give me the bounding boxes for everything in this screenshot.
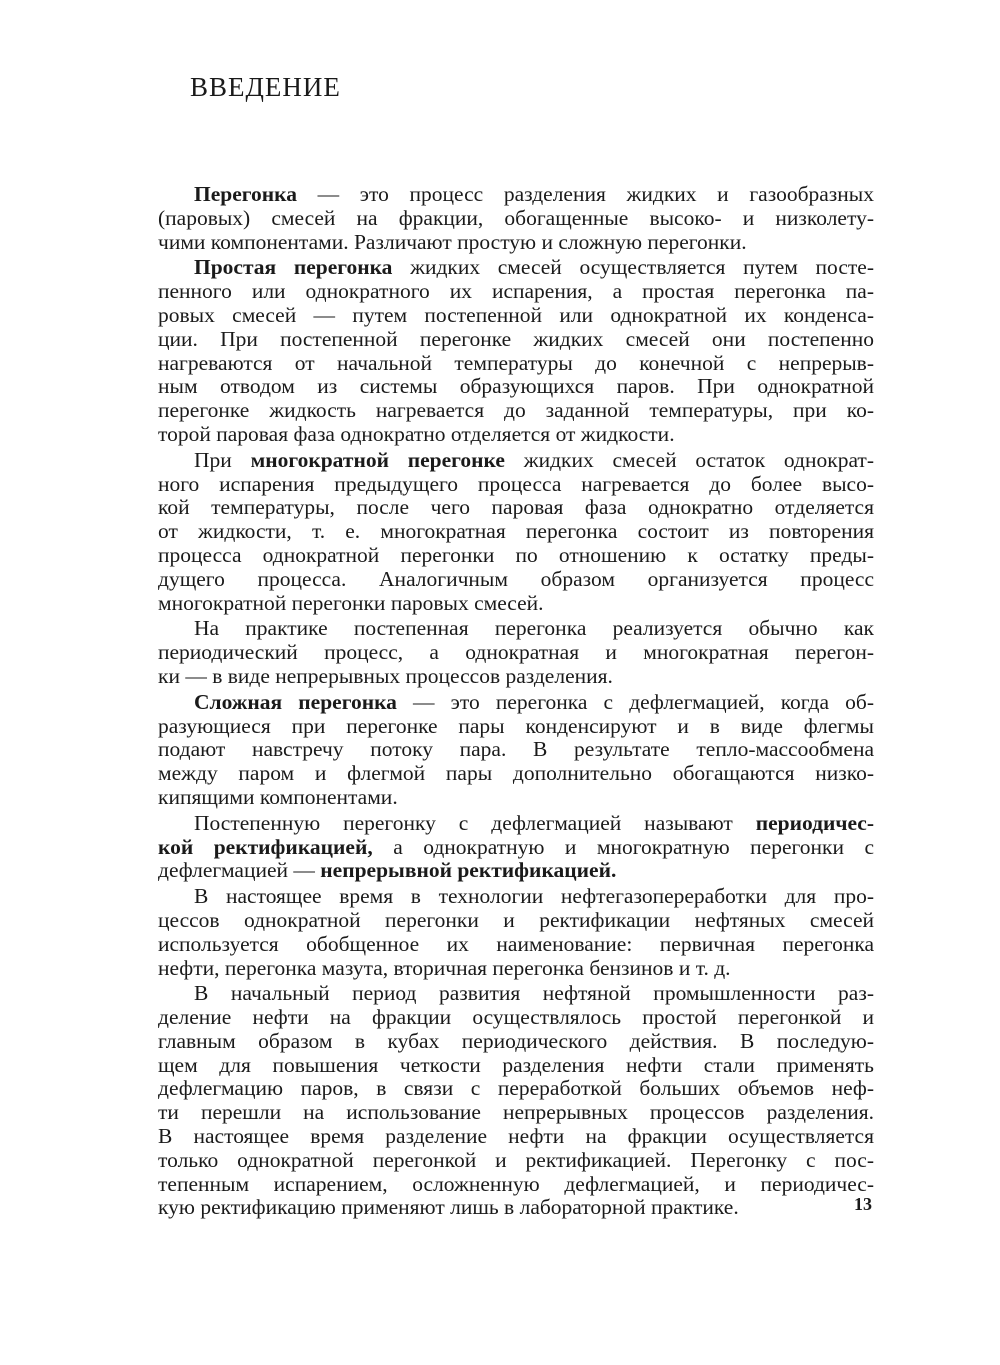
text-line	[158, 207, 874, 231]
text-line	[158, 520, 874, 544]
text-run: ки — в виде непрерывных процессов разделения.	[158, 664, 613, 688]
paragraph	[158, 982, 874, 1220]
text-run: В настоящее время в технологии нефтегазопереработки для про-	[194, 885, 874, 909]
text-run: ции. При постепенной перегонке жидких смесей они постепенно	[158, 327, 874, 351]
text-line	[158, 738, 874, 762]
text-line	[158, 909, 874, 933]
text-line	[158, 496, 874, 520]
text-line	[158, 1077, 874, 1101]
paragraph	[158, 449, 874, 616]
bold-term: Сложная перегонка	[194, 690, 397, 714]
text-run: жидких смесей осуществляется путем посте-	[392, 256, 874, 280]
bold-term: кой ректификацией,	[158, 835, 373, 859]
text-line	[158, 375, 874, 399]
paragraph	[158, 812, 874, 883]
paragraph	[158, 691, 874, 810]
text-line	[158, 473, 874, 497]
text-line	[158, 836, 874, 860]
text-run: подают навстречу потоку пара. В результате тепло-массообмена	[158, 738, 874, 762]
paragraph	[158, 256, 874, 446]
text-line	[158, 859, 874, 883]
text-run: ным отводом из системы образующихся паров. При однократной	[158, 375, 874, 399]
text-run: нефти, перегонка мазута, вторичная перегонка бензинов и т. д.	[158, 956, 731, 980]
text-run: используется обобщенное их наименование: первичная перегонка	[158, 932, 874, 956]
text-line	[158, 183, 874, 207]
text-line	[158, 1101, 874, 1125]
bold-term: периодичес-	[755, 811, 874, 835]
text-run: торой паровая фаза однократно отделяется от жидкости.	[158, 422, 675, 446]
text-run: жидких смесей остаток однократ-	[504, 448, 874, 472]
text-run: цессов однократной перегонки и ректификации нефтяных смесей	[158, 908, 874, 932]
text-run: дущего процесса. Аналогичным образом организуется процесс	[158, 567, 874, 591]
text-run: от жидкости, т. е. многократная перегонка состоит из повторения	[158, 520, 874, 544]
text-line	[158, 1006, 874, 1030]
text-line	[158, 933, 874, 957]
text-line	[158, 231, 874, 255]
text-line	[158, 1054, 874, 1078]
text-run: кой температуры, после чего паровая фаза однократно отделяется	[158, 496, 874, 520]
text-run: дефлегмацией —	[158, 859, 321, 883]
text-line	[158, 399, 874, 423]
bold-term: многократной перегонке	[250, 448, 505, 472]
body-text	[158, 183, 874, 1222]
bold-term: непрерывной ректификацией.	[320, 859, 617, 883]
text-run: ного испарения предыдущего процесса нагревается до более высо-	[158, 472, 874, 496]
text-run: При	[194, 448, 251, 472]
text-line	[158, 592, 874, 616]
text-run: ровых смесей — путем постепенной или однократной их конденса-	[158, 303, 874, 327]
text-run: щем для повышения четкости разделения нефти стали применять	[158, 1053, 874, 1077]
text-run: между паром и флегмой пары дополнительно обогащаются низко-	[158, 762, 874, 786]
text-line	[158, 304, 874, 328]
text-run: периодический процесс, а однократная и многократная перегон-	[158, 641, 874, 665]
page-number: 13	[854, 1194, 872, 1214]
text-run: В настоящее время разделение нефти на фракции осуществляется	[158, 1125, 874, 1149]
bold-term: Простая перегонка	[194, 256, 393, 280]
paragraph	[158, 885, 874, 980]
text-line	[158, 256, 874, 280]
text-line	[158, 352, 874, 376]
text-run: дефлегмацию паров, в связи с переработкой больших объемов неф-	[158, 1077, 874, 1101]
text-line	[158, 1030, 874, 1054]
text-run: главным образом в кубах периодического действия. В последую-	[158, 1029, 874, 1053]
text-line	[158, 1173, 874, 1197]
text-line	[158, 691, 874, 715]
text-line	[158, 449, 874, 473]
paragraph	[158, 183, 874, 254]
text-run: чими компонентами. Различают простую и сложную перегонки.	[158, 230, 747, 254]
text-line	[158, 885, 874, 909]
paragraph	[158, 617, 874, 688]
text-run: тепенным испарением, осложненную дефлегмацией, и периодичес-	[158, 1172, 874, 1196]
text-line	[158, 715, 874, 739]
text-run: — это перегонка с дефлегмацией, когда об-	[396, 690, 874, 714]
text-run: разующиеся при перегонке пары конденсируют и в виде флегмы	[158, 714, 874, 738]
text-run: только однократной перегонкой и ректификацией. Перегонку с пос-	[158, 1148, 874, 1172]
text-run: процесса однократной перегонки по отношению к остатку преды-	[158, 543, 874, 567]
text-run: нагреваются от начальной температуры до конечной с непрерыв-	[158, 351, 874, 375]
text-line	[158, 280, 874, 304]
text-line	[158, 982, 874, 1006]
text-line	[158, 665, 874, 689]
text-line	[158, 568, 874, 592]
bold-term: Перегонка	[194, 183, 297, 206]
text-line	[158, 1196, 874, 1220]
text-line	[158, 328, 874, 352]
text-line	[158, 544, 874, 568]
text-line	[158, 786, 874, 810]
text-run: На практике постепенная перегонка реализуется обычно как	[194, 617, 874, 641]
text-run: Постепенную перегонку с дефлегмацией называют	[194, 811, 756, 835]
text-line	[158, 762, 874, 786]
text-run: ти перешли на использование непрерывных процессов разделения.	[158, 1101, 874, 1125]
text-line	[158, 957, 874, 981]
text-run: В начальный период развития нефтяной промышленности раз-	[194, 982, 874, 1006]
text-run: кую ректификацию применяют лишь в лабораторной практике.	[158, 1196, 739, 1220]
text-run: — это процесс разделения жидких и газообразных	[296, 183, 874, 206]
text-run: а однократную и многократную перегонки с	[372, 835, 874, 859]
text-line	[158, 641, 874, 665]
text-line	[158, 617, 874, 641]
text-line	[158, 1125, 874, 1149]
text-run: деление нефти на фракции осуществлялось простой перегонкой и	[158, 1006, 874, 1030]
text-run: кипящими компонентами.	[158, 785, 398, 809]
page-heading: ВВЕДЕНИЕ	[190, 72, 341, 102]
text-run: многократной перегонки паровых смесей.	[158, 591, 544, 615]
text-run: пенного или однократного их испарения, а простая перегонка па-	[158, 280, 874, 304]
text-line	[158, 423, 874, 447]
text-run: перегонке жидкость нагревается до заданной температуры, при ко-	[158, 399, 874, 423]
text-line	[158, 812, 874, 836]
text-run: (паровых) смесей на фракции, обогащенные высоко- и низколету-	[158, 206, 874, 230]
text-line	[158, 1149, 874, 1173]
